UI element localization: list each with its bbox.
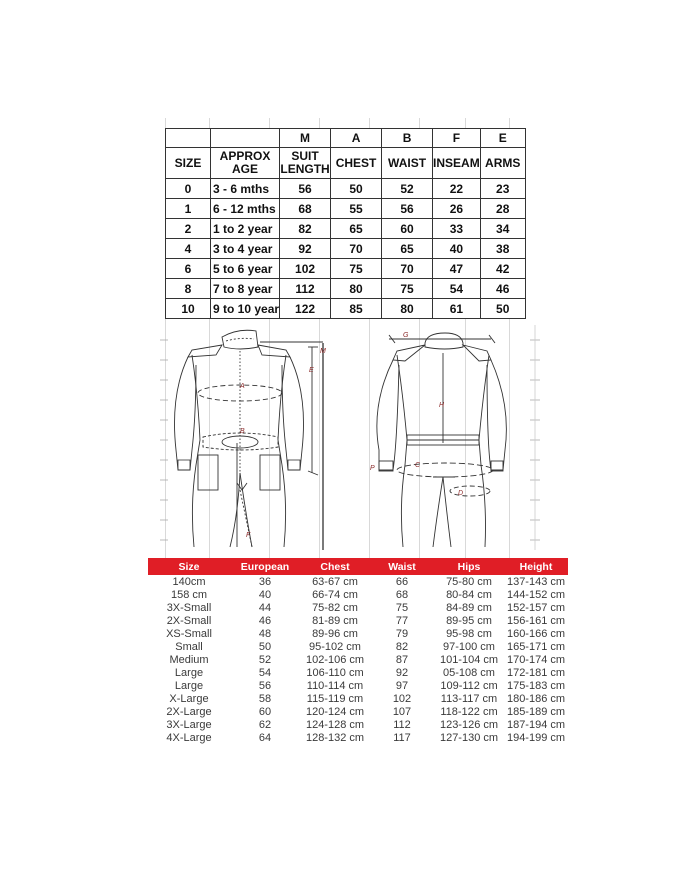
kids-size-table — [165, 128, 526, 319]
table-cell: 6 - 12 mths — [211, 199, 280, 219]
measurement-letter: M — [280, 129, 331, 148]
label-A: A — [240, 383, 245, 390]
table-cell: 68 — [280, 199, 331, 219]
table-row — [148, 653, 568, 666]
table-cell: 52 — [258, 653, 272, 666]
table-cell: 50 — [480, 299, 525, 319]
table-cell: 128-132 cm — [305, 731, 365, 744]
table-row — [148, 666, 568, 679]
table-cell: 124-128 cm — [305, 718, 365, 731]
table-cell: 05-108 cm — [443, 666, 495, 679]
column-header-line: AGE — [232, 162, 259, 176]
table-cell: 109-112 cm — [440, 679, 498, 692]
label-B: B — [240, 428, 245, 435]
column-header-line: WAIST — [388, 155, 427, 170]
table-cell: 44 — [258, 601, 272, 614]
table-cell: 9 to 10 year — [211, 299, 280, 319]
table-cell: 34 — [480, 219, 525, 239]
table-cell: 158 cm — [170, 588, 208, 601]
table-cell: 144-152 cm — [506, 588, 566, 601]
table-row — [148, 601, 568, 614]
table-cell: 180-186 cm — [506, 692, 566, 705]
adult-table-header — [148, 558, 568, 575]
column-header — [166, 148, 211, 179]
table-cell: 4X-Large — [166, 731, 212, 744]
column-header-line: INSEAM — [433, 155, 480, 170]
table-cell: 101-104 cm — [439, 653, 499, 666]
column-header-line: SIZE — [174, 155, 202, 170]
table-cell: 85 — [331, 299, 382, 319]
table-cell: 160-166 cm — [506, 627, 566, 640]
table-cell: 52 — [382, 179, 433, 199]
table-row — [166, 219, 526, 239]
table-cell: 84-89 cm — [446, 601, 492, 614]
table-cell: 123-126 cm — [439, 718, 499, 731]
label-C: C — [415, 462, 421, 469]
column-header-line: SUIT — [291, 149, 319, 163]
suit-front-diagram — [160, 325, 350, 550]
label-M: M — [320, 348, 326, 355]
table-cell: 1 — [166, 199, 211, 219]
table-cell: 54 — [433, 279, 481, 299]
measurement-letter: F — [433, 129, 481, 148]
table-cell: 5 to 6 year — [211, 259, 280, 279]
table-cell: 65 — [382, 239, 433, 259]
table-cell: 47 — [433, 259, 481, 279]
table-cell: 137-143 cm — [506, 575, 566, 588]
table-cell: 89-95 cm — [446, 614, 492, 627]
table-cell: 3X-Large — [166, 718, 212, 731]
table-row — [148, 588, 568, 601]
measurement-letter: A — [331, 129, 382, 148]
kids-header-row — [166, 148, 526, 179]
table-cell: 8 — [166, 279, 211, 299]
table-cell: 87 — [395, 653, 409, 666]
table-cell: 156-161 cm — [506, 614, 566, 627]
table-cell: Small — [175, 640, 203, 653]
table-cell: 60 — [382, 219, 433, 239]
table-cell: 95-98 cm — [446, 627, 492, 640]
table-cell: 172-181 cm — [506, 666, 566, 679]
column-header-line: LENGTH — [280, 162, 330, 176]
label-E: E — [309, 367, 314, 374]
table-cell: 50 — [331, 179, 382, 199]
table-cell: 56 — [258, 679, 272, 692]
table-cell: 140cm — [172, 575, 206, 588]
table-cell: 7 to 8 year — [211, 279, 280, 299]
table-row — [166, 199, 526, 219]
table-cell: 70 — [331, 239, 382, 259]
table-row — [148, 627, 568, 640]
table-cell: 4 — [166, 239, 211, 259]
table-cell: 3X-Small — [166, 601, 212, 614]
table-cell: 22 — [433, 179, 481, 199]
table-cell: 118-122 cm — [440, 705, 498, 718]
measurement-letter-row — [166, 129, 526, 148]
table-cell: 10 — [166, 299, 211, 319]
table-cell: 50 — [258, 640, 272, 653]
table-cell: 170-174 cm — [506, 653, 566, 666]
table-cell: 40 — [258, 588, 272, 601]
table-cell: 75 — [382, 279, 433, 299]
table-cell: 120-124 cm — [305, 705, 365, 718]
column-header-line: APPROX — [219, 149, 271, 163]
table-cell: 112 — [280, 279, 331, 299]
column-header-line: ARMS — [485, 155, 521, 170]
table-cell: Large — [174, 666, 204, 679]
table-cell: 107 — [392, 705, 412, 718]
measurement-letter: B — [382, 129, 433, 148]
table-cell: 26 — [433, 199, 481, 219]
table-cell: 70 — [382, 259, 433, 279]
label-H: H — [439, 402, 445, 409]
table-cell: 62 — [258, 718, 272, 731]
table-cell: 64 — [258, 731, 272, 744]
column-header — [433, 148, 481, 179]
column-header — [382, 148, 433, 179]
column-header: Height — [519, 560, 553, 573]
table-cell: XS-Small — [166, 627, 212, 640]
table-cell: 46 — [258, 614, 272, 627]
table-cell: 63-67 cm — [312, 575, 358, 588]
table-cell: 79 — [395, 627, 409, 640]
table-cell: 42 — [480, 259, 525, 279]
table-cell: 102 — [392, 692, 412, 705]
table-cell: 0 — [166, 179, 211, 199]
table-row — [148, 692, 568, 705]
table-cell: 152-157 cm — [506, 601, 566, 614]
table-cell: 75-80 cm — [446, 575, 492, 588]
table-cell: 23 — [480, 179, 525, 199]
measurement-letter — [166, 129, 211, 148]
table-cell: 82 — [395, 640, 409, 653]
table-cell: 112 — [393, 718, 411, 731]
column-header — [331, 148, 382, 179]
table-cell: 2X-Small — [166, 614, 212, 627]
label-D: D — [458, 490, 464, 497]
table-cell: 56 — [382, 199, 433, 219]
table-cell: 55 — [331, 199, 382, 219]
table-cell: 60 — [258, 705, 272, 718]
table-cell: 194-199 cm — [506, 731, 566, 744]
table-cell: 66 — [395, 575, 409, 588]
measurement-letter: E — [480, 129, 525, 148]
table-cell: 28 — [480, 199, 525, 219]
label-F: F — [246, 532, 251, 539]
measurement-letter — [211, 129, 280, 148]
column-header — [211, 148, 280, 179]
table-cell: 2X-Large — [166, 705, 212, 718]
table-cell: 3 to 4 year — [211, 239, 280, 259]
table-cell: 115-119 cm — [306, 692, 364, 705]
table-row — [166, 259, 526, 279]
column-header: Waist — [388, 560, 416, 573]
table-cell: 82 — [280, 219, 331, 239]
table-cell: 77 — [395, 614, 409, 627]
label-P: P — [370, 465, 375, 472]
column-header-line: CHEST — [335, 155, 377, 170]
table-row — [166, 279, 526, 299]
column-header: European — [240, 560, 290, 573]
label-G: G — [403, 332, 409, 339]
table-cell: 187-194 cm — [506, 718, 566, 731]
table-cell: 68 — [395, 588, 409, 601]
table-cell: 33 — [433, 219, 481, 239]
table-cell: 117 — [393, 731, 411, 744]
table-cell: 36 — [258, 575, 272, 588]
table-cell: 106-110 cm — [306, 666, 364, 679]
table-cell: 48 — [258, 627, 272, 640]
table-cell: 75 — [395, 601, 409, 614]
suit-back-diagram — [355, 325, 545, 550]
table-cell: 110-114 cm — [306, 679, 364, 692]
table-cell: 97-100 cm — [443, 640, 495, 653]
table-cell: Medium — [169, 653, 209, 666]
column-header — [480, 148, 525, 179]
column-header: Size — [178, 560, 200, 573]
table-cell: 97 — [395, 679, 409, 692]
table-cell: 40 — [433, 239, 481, 259]
table-row — [148, 679, 568, 692]
table-cell: 102 — [280, 259, 331, 279]
table-cell: 80 — [382, 299, 433, 319]
table-cell: 92 — [395, 666, 409, 679]
table-cell: 58 — [258, 692, 272, 705]
table-row — [166, 179, 526, 199]
table-cell: 6 — [166, 259, 211, 279]
column-header: Chest — [320, 560, 350, 573]
table-cell: 1 to 2 year — [211, 219, 280, 239]
table-cell: 2 — [166, 219, 211, 239]
table-cell: 38 — [480, 239, 525, 259]
table-cell: 102-106 cm — [305, 653, 365, 666]
table-cell: 89-96 cm — [312, 627, 358, 640]
table-row — [148, 614, 568, 627]
table-cell: 175-183 cm — [506, 679, 566, 692]
table-row — [166, 299, 526, 319]
table-cell: 75 — [331, 259, 382, 279]
table-cell: 165-171 cm — [506, 640, 566, 653]
table-row — [166, 239, 526, 259]
table-cell: 3 - 6 mths — [211, 179, 280, 199]
table-cell: 66-74 cm — [312, 588, 358, 601]
column-header — [280, 148, 331, 179]
table-cell: 113-117 cm — [440, 692, 498, 705]
table-cell: 92 — [280, 239, 331, 259]
table-cell: 185-189 cm — [506, 705, 566, 718]
table-row — [148, 705, 568, 718]
table-row — [148, 640, 568, 653]
table-cell: 127-130 cm — [439, 731, 499, 744]
table-cell: 75-82 cm — [312, 601, 358, 614]
table-row — [148, 575, 568, 588]
table-row — [148, 731, 568, 744]
table-cell: Large — [174, 679, 204, 692]
adult-size-table — [148, 558, 568, 744]
table-cell: 122 — [280, 299, 331, 319]
table-cell: 80 — [331, 279, 382, 299]
table-cell: 54 — [258, 666, 272, 679]
column-header: Hips — [457, 560, 481, 573]
table-cell: X-Large — [169, 692, 209, 705]
table-cell: 80-84 cm — [446, 588, 492, 601]
table-cell: 65 — [331, 219, 382, 239]
table-cell: 46 — [480, 279, 525, 299]
table-cell: 95-102 cm — [309, 640, 361, 653]
table-row — [148, 718, 568, 731]
table-cell: 56 — [280, 179, 331, 199]
table-cell: 81-89 cm — [312, 614, 358, 627]
table-cell: 61 — [433, 299, 481, 319]
